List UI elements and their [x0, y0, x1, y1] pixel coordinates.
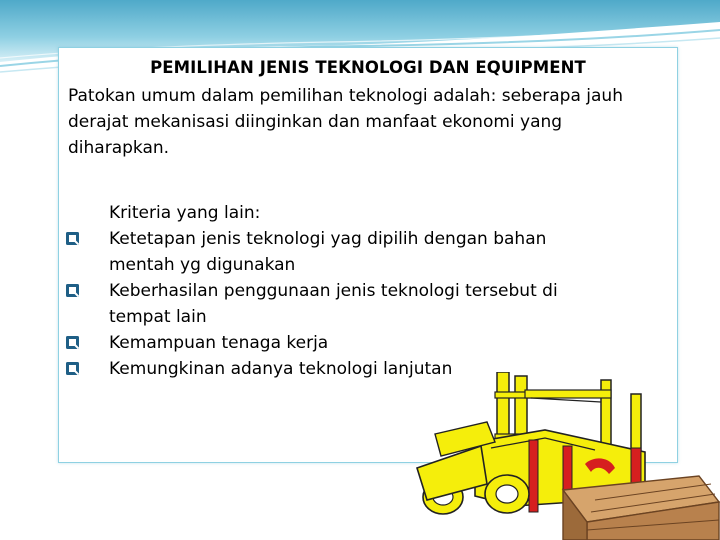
- list-item: [59, 278, 669, 330]
- list-item-line: Keberhasilan penggunaan jenis teknologi tersebut di: [109, 281, 558, 301]
- list-item-line: tempat lain: [109, 307, 207, 327]
- list-item: [59, 330, 669, 356]
- list-item: [59, 226, 669, 278]
- criteria-heading: [59, 200, 669, 226]
- list-item-line: Kemungkinan adanya teknologi lanjutan: [109, 359, 453, 379]
- forklift-clipart: [395, 372, 720, 540]
- criteria-list: [59, 200, 669, 382]
- criteria-heading-text: Kriteria yang lain:: [109, 203, 261, 223]
- list-item-line: Kemampuan tenaga kerja: [109, 333, 329, 353]
- q-bullet-icon: [66, 284, 79, 297]
- slide-title: PEMILIHAN JENIS TEKNOLOGI DAN EQUIPMENT: [150, 58, 586, 77]
- intro-paragraph: Patokan umum dalam pemilihan teknologi adalah: seberapa jauh derajat mekanisasi diinginkan dan manfaat ekonomi yang diharapkan.: [68, 86, 623, 158]
- list-item-line: Ketetapan jenis teknologi yag dipilih dengan bahan: [109, 229, 547, 249]
- list-item-line: mentah yg digunakan: [109, 255, 296, 275]
- q-bullet-icon: [66, 232, 79, 245]
- q-bullet-icon: [66, 362, 79, 375]
- q-bullet-icon: [66, 336, 79, 349]
